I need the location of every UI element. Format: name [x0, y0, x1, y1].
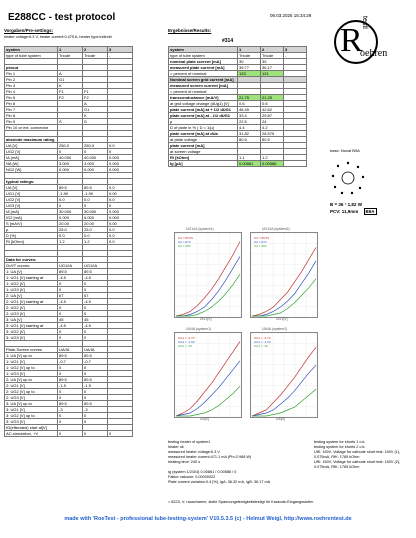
table-cell: Triode: [83, 53, 108, 59]
table-cell: Triode: [261, 53, 284, 59]
table-cell: 67: [83, 293, 108, 299]
table-cell: 0.00: [108, 221, 133, 227]
table-cell: 4.4: [238, 125, 261, 131]
table-cell: 89.5: [58, 377, 83, 383]
table-cell: system: [5, 47, 58, 53]
table-cell: 0: [83, 149, 108, 155]
table-cell: 0.000: [108, 215, 133, 221]
table-cell: Nominal screen grid current [mA]: [169, 77, 238, 83]
table-cell: -: [108, 53, 133, 59]
table-cell: 0: [58, 431, 83, 437]
table-cell: 0.0: [108, 227, 133, 233]
table-cell: -0.7: [83, 359, 108, 365]
table-cell: 2: UG2 [V]: [5, 305, 58, 311]
table-cell: 0.000: [83, 167, 108, 173]
table-cell: 2: UG2 [V] up to: [5, 389, 58, 395]
table-cell: 0.0: [58, 197, 83, 203]
table-cell: 0: [58, 365, 83, 371]
table-cell: 0: [58, 203, 83, 209]
table-cell: 20.00: [83, 221, 108, 227]
table-cell: 1.2: [83, 239, 108, 245]
table-cell: measured plate current [mA]: [169, 65, 238, 71]
table-cell: typical ratings:: [5, 179, 58, 185]
table-cell: 0.0: [108, 233, 133, 239]
legend-entry: UA = 67V: [254, 240, 267, 244]
table-cell: fG(efferated) start at[V]: [5, 425, 58, 431]
note-line: heating time: 240 s: [168, 460, 201, 464]
note-line: Faktor vakuum: 0.00000022: [168, 475, 216, 479]
table-cell: nominal plate current [mA]: [169, 59, 238, 65]
table-cell: 2: UG1 [V]: [5, 383, 58, 389]
results-label: Ergebnisse/Results:: [168, 28, 212, 33]
note-line: UfK: 150V, Voltage for cathode short test: 150V (2),: [314, 460, 401, 464]
table-cell: K: [83, 113, 108, 119]
table-cell: G1: [58, 77, 83, 83]
table-cell: 89.5: [83, 377, 108, 383]
table-cell: 3: UG3 [V]: [5, 419, 58, 425]
note-line: testing system for shorts 1 o.k.: [314, 440, 366, 444]
table-cell: Pin 1: [5, 71, 58, 77]
legend-entry: UA = 67V: [178, 240, 191, 244]
table-cell: 3: [284, 47, 307, 53]
table-cell: AC-simulation, +V: [5, 431, 58, 437]
footer-credit[interactable]: made with 'RoeTest - professional tube-testing-system' V10.5.3.5 (c) - Helmut Weigl, http://www.roehrentest.de: [64, 516, 352, 522]
table-cell: 24: [261, 119, 284, 125]
table-cell: 1.2: [58, 239, 83, 245]
table-cell: 33.4: [238, 113, 261, 119]
table-cell: 0.0: [58, 233, 83, 239]
plot-title: UG1/IA (system1): [186, 227, 214, 231]
table-cell: -4.5: [83, 323, 108, 329]
legend-entry: UA = 45V: [178, 244, 191, 248]
table-cell: 0.0: [108, 143, 133, 149]
table-cell: Plate-Screen curves: [5, 347, 58, 353]
table-cell: 3: UG1 [V]: [5, 407, 58, 413]
table-cell: 22.5: [238, 119, 261, 125]
presettings-label: Vorgaben/Pre-settings:: [4, 28, 54, 33]
table-cell: 0.0: [83, 233, 108, 239]
table-cell: Triode: [238, 53, 261, 59]
note-line: testing system for shorts 2 o.k.: [314, 445, 366, 449]
table-cell: 2: [261, 47, 284, 53]
table-cell: 89.5: [83, 353, 108, 359]
table-cell: 80.5: [238, 137, 261, 143]
table-cell: 29.87: [261, 113, 284, 119]
table-cell: plate current [mA] at dUa: [169, 131, 238, 137]
base-tag: B9A: [365, 209, 375, 214]
table-cell: 1: UG1 [V] starting at: [5, 275, 58, 281]
table-cell: at grid voltage change (dUg1) [V]: [169, 101, 238, 107]
tube-id: #314: [222, 38, 234, 44]
table-cell: 1: UG1 [V]: [5, 359, 58, 365]
table-cell: 0.0: [108, 185, 133, 191]
pcv-line2: PCV: 11,9mm B9A: [330, 209, 375, 214]
presettings-text: heater voltage:6.3 V, heater current:0.475 A, heater type:indirekt: [4, 35, 112, 39]
table-cell: 0: [83, 203, 108, 209]
timestamp: 06.03.2025 15:34:29: [270, 13, 312, 18]
settings-table: [4, 46, 133, 437]
table-cell: 0.000: [108, 167, 133, 173]
table-cell: Pin 9: [5, 119, 58, 125]
table-cell: 0: [83, 329, 108, 335]
table-cell: 0.00: [108, 191, 133, 197]
table-cell: 4.2: [261, 125, 284, 131]
table-cell: Ri [kOhm]: [5, 239, 58, 245]
table-cell: Pin 8: [5, 113, 58, 119]
note-line: Plate current variation:0.4 [%], IgA: 36.32 mA, IgB: 36.17 mA: [168, 480, 271, 484]
page-title: E288CC - test protocol: [8, 12, 116, 23]
table-row: [5, 431, 133, 437]
table-cell: 31.82: [238, 131, 261, 137]
curve-plot: [250, 232, 318, 318]
table-cell: UA [V]: [5, 185, 58, 191]
pcv-line1: B = 36 ° 1,82 W: [330, 202, 362, 207]
table-cell: 3: UA [V]: [5, 317, 58, 323]
table-cell: 3: UG1 [V] starting at: [5, 323, 58, 329]
table-cell: 3: [108, 47, 133, 53]
table-cell: NA [W]: [5, 161, 58, 167]
table-cell: Ri [kOhm]: [169, 155, 238, 161]
table-cell: 2: [83, 47, 108, 53]
table-cell: 0: [83, 431, 108, 437]
table-cell: UG3 [V]: [5, 203, 58, 209]
table-cell: -4.5: [83, 275, 108, 281]
curve-plot: [174, 232, 242, 318]
table-cell: 133: [238, 71, 261, 77]
table-cell: [284, 161, 307, 167]
table-cell: UG1 [V]: [5, 191, 58, 197]
table-cell: A: [58, 71, 83, 77]
table-cell: 0: [83, 281, 108, 287]
table-cell: 0: [83, 287, 108, 293]
table-cell: 39.77: [238, 65, 261, 71]
table-cell: 0: [58, 389, 83, 395]
table-cell: UG2 [V]: [5, 197, 58, 203]
table-cell: 0.6: [261, 101, 284, 107]
table-cell: -4.5: [83, 299, 108, 305]
table-cell: 0.00861: [238, 161, 261, 167]
table-cell: 89.5: [83, 269, 108, 275]
table-cell: 0: [58, 287, 83, 293]
table-cell: 2: UG3 [V]: [5, 395, 58, 401]
table-cell: 0: [83, 389, 108, 395]
table-cell: IA [mA]: [5, 209, 58, 215]
results-table: [168, 46, 307, 167]
table-cell: Ig [µA]: [169, 161, 238, 167]
curve-plot: [250, 332, 318, 418]
table-cell: 3.000: [83, 161, 108, 167]
table-cell: UA/IA: [58, 347, 83, 353]
table-cell: 40.000: [58, 155, 83, 161]
roehrentest-logo: R oehren testl: [332, 14, 394, 70]
test-notes-left: [168, 440, 270, 485]
table-cell: 45: [58, 317, 83, 323]
table-cell: 0: [58, 329, 83, 335]
table-cell: IG2 [mA]: [5, 215, 58, 221]
table-cell: 46.45: [238, 107, 261, 113]
table-cell: -4.5: [58, 275, 83, 281]
table-cell: Pin 2: [5, 77, 58, 83]
table-cell: 67: [58, 293, 83, 299]
table-cell: 28.575: [261, 131, 284, 137]
plot-title: UA/IA (system2): [262, 327, 288, 331]
x-axis-label: UA[V]: [200, 417, 210, 421]
table-cell: S: [58, 119, 83, 125]
table-cell: K: [58, 83, 83, 89]
table-cell: Pin 5: [5, 95, 58, 101]
table-cell: 0.000: [108, 161, 133, 167]
table-cell: D [%]: [5, 233, 58, 239]
table-cell: 1: UG3 [V]: [5, 371, 58, 377]
table-cell: 0: [58, 419, 83, 425]
table-cell: 0.6: [238, 101, 261, 107]
table-cell: plate current [mA] at + 1/2 dUG1: [169, 107, 238, 113]
table-cell: type of tube system: [5, 53, 58, 59]
table-cell: 0: [83, 365, 108, 371]
note-line: heater ok: [168, 445, 184, 449]
table-cell: at plate voltage: [169, 137, 238, 143]
table-cell: 0.000: [58, 167, 83, 173]
table-cell: 0: [83, 419, 108, 425]
table-cell: 0: [83, 413, 108, 419]
table-cell: Pin 6: [5, 101, 58, 107]
curve-plot: [174, 332, 242, 418]
table-cell: S [mA/V]: [5, 221, 58, 227]
plot-title: UA/IA (system1): [186, 327, 212, 331]
x-axis-label: UG1[V]: [200, 317, 212, 321]
table-cell: F1: [83, 89, 108, 95]
plot-title: UG1/IA (system2): [262, 227, 290, 231]
table-cell: pinout: [5, 65, 58, 71]
table-cell: 40.000: [83, 155, 108, 161]
table-cell: 0: [108, 149, 133, 155]
table-cell: 21.25: [261, 95, 284, 101]
table-cell: 2: UG1 [V] starting at: [5, 299, 58, 305]
table-cell: 0: [108, 431, 133, 437]
table-cell: transconductance [mA/V]: [169, 95, 238, 101]
table-cell: 0.000: [83, 215, 108, 221]
table-cell: 25.0: [58, 227, 83, 233]
table-cell: 0: [83, 371, 108, 377]
table-cell: 89.5: [83, 401, 108, 407]
table-cell: Triode: [58, 53, 83, 59]
table-cell: = percent of nominal: [169, 71, 238, 77]
legend-entry: UA = 89.5V: [254, 236, 270, 240]
table-cell: 0: [83, 335, 108, 341]
table-cell: 0: [58, 335, 83, 341]
x-axis-label: UA[V]: [276, 417, 286, 421]
table-cell: 0.000: [108, 155, 133, 161]
table-cell: measured screen current [mA]: [169, 83, 238, 89]
table-cell: Pin 3: [5, 83, 58, 89]
test-notes-right: [314, 440, 400, 470]
table-cell: -1.5: [83, 383, 108, 389]
table-cell: -0.7: [58, 359, 83, 365]
table-cell: 0: [58, 149, 83, 155]
table-cell: 250.0: [83, 143, 108, 149]
table-cell: 20.00: [58, 221, 83, 227]
table-cell: 45: [83, 317, 108, 323]
table-cell: Pin 10 or ext. connector: [5, 125, 58, 131]
table-cell: 89.5: [83, 185, 108, 191]
table-cell: D of plate in % ( D = 1/µ): [169, 125, 238, 131]
table-cell: 3.000: [58, 161, 83, 167]
footnote: = 8223, V: rauscharme, stelle Spannungsfestigkeitsfestigt für Kaskode-Eingangsstufen: [168, 500, 314, 504]
table-cell: 0: [58, 305, 83, 311]
note-line: measured heater current:471.1 mA (Ph=2.968 W): [168, 455, 252, 459]
table-cell: S: [83, 119, 108, 125]
table-cell: 0: [83, 395, 108, 401]
table-cell: type of tube system: [169, 53, 238, 59]
note-line: measured heater voltage:6.3 V: [168, 450, 220, 454]
legend-entry: UG1 = -1.5V: [254, 340, 271, 344]
table-cell: at screen voltage: [169, 149, 238, 155]
table-cell: NG2 [W]: [5, 167, 58, 173]
table-cell: 25.0: [83, 227, 108, 233]
table-cell: 89.5: [58, 269, 83, 275]
table-cell: -3: [83, 407, 108, 413]
table-cell: 0: [83, 311, 108, 317]
note-line: Ig (system 1/2/3/4) 0.00861 / 0.00586 / 0: [168, 470, 237, 474]
table-cell: 42.62: [261, 107, 284, 113]
table-cell: 0.0: [108, 197, 133, 203]
table-cell: 2: UA [V]: [5, 293, 58, 299]
table-cell: 0: [58, 413, 83, 419]
table-cell: 0: [83, 305, 108, 311]
table-cell: 121: [261, 71, 284, 77]
table-cell: Data for curves:: [5, 257, 58, 263]
table-cell: UG1/IA: [83, 263, 108, 269]
legend-entry: UG1 = -0.7V: [254, 336, 271, 340]
table-cell: 2: UG3 [V]: [5, 311, 58, 317]
table-cell: F2: [58, 95, 83, 101]
table-cell: = percent of nominal: [169, 89, 238, 95]
table-cell: µ: [5, 227, 58, 233]
table-cell: UA/IA: [83, 347, 108, 353]
table-cell: 0: [58, 395, 83, 401]
table-cell: 1: [238, 47, 261, 53]
table-cell: 2: UA [V] up to: [5, 377, 58, 383]
table-cell: -3: [58, 407, 83, 413]
table-cell: F2: [83, 95, 108, 101]
table-cell: 1: UG2 [V]: [5, 281, 58, 287]
table-cell: µ: [169, 119, 238, 125]
legend-entry: UG1 = -0.7V: [178, 336, 195, 340]
table-cell: Pin 7: [5, 107, 58, 113]
table-cell: UG2 [V]: [5, 149, 58, 155]
legend-entry: UA = 89.5V: [178, 236, 194, 240]
table-cell: UG1/IA: [58, 263, 83, 269]
table-cell: plate current [mA]: [169, 143, 238, 149]
table-cell: 21.75: [238, 95, 261, 101]
table-cell: 0.000: [108, 209, 133, 215]
table-cell: -: [284, 53, 307, 59]
note-line: testing heater of system1: [168, 440, 211, 444]
table-cell: 80.5: [261, 137, 284, 143]
table-cell: 0: [108, 203, 133, 209]
table-cell: 3: UG3 [V]: [5, 335, 58, 341]
table-cell: 1: UA [V]: [5, 269, 58, 275]
legend-entry: UG1 = -1.5V: [178, 340, 195, 344]
table-cell: 1.1: [238, 155, 261, 161]
table-cell: 30.000: [83, 209, 108, 215]
table-row: [169, 161, 307, 167]
table-cell: 1: [58, 47, 83, 53]
table-cell: 1.2: [261, 155, 284, 161]
table-cell: -1.5: [58, 383, 83, 389]
table-cell: 0: [58, 311, 83, 317]
table-cell: 0.00586: [261, 161, 284, 167]
legend-entry: UG1 = -3V: [254, 344, 269, 348]
table-cell: 3: UA [V] up to: [5, 401, 58, 407]
table-cell: 0.0: [108, 239, 133, 245]
table-cell: IA [mA]: [5, 155, 58, 161]
table-cell: 30.000: [58, 209, 83, 215]
table-cell: 1: UG2 [V] up to: [5, 365, 58, 371]
table-cell: -4.5: [58, 323, 83, 329]
table-cell: -4.5: [58, 299, 83, 305]
table-cell: UA [V]: [5, 143, 58, 149]
table-cell: 0: [58, 371, 83, 377]
table-cell: 250.0: [58, 143, 83, 149]
table-cell: 1: UG3 [V]: [5, 287, 58, 293]
table-cell: 0: [58, 281, 83, 287]
table-cell: G1: [83, 107, 108, 113]
table-cell: F1: [58, 89, 83, 95]
table-cell: 0.0: [83, 197, 108, 203]
table-cell: -1.90: [58, 191, 83, 197]
table-cell: 3: UG2 [V] up to: [5, 413, 58, 419]
table-cell: absolute maximum rating: [5, 137, 58, 143]
table-cell: 36.17: [261, 65, 284, 71]
table-cell: -1.90: [83, 191, 108, 197]
table-cell: Pin 4: [5, 89, 58, 95]
table-cell: plate current [mA] at - 1/2 dUG1: [169, 113, 238, 119]
socket-diagram-icon: [328, 158, 368, 198]
table-cell: 89.5: [58, 401, 83, 407]
note-line: UfK: 150V, Voltage for cathode short test: 150V (1),: [314, 450, 401, 454]
table-cell: 89.5: [58, 185, 83, 191]
legend-entry: UG1 = -3V: [178, 344, 193, 348]
table-cell: 3: UG2 [V]: [5, 329, 58, 335]
legend-entry: UA = 45V: [254, 244, 267, 248]
table-cell: 0.000: [58, 215, 83, 221]
table-cell: 89.5: [58, 353, 83, 359]
table-cell: Gr/I/T curves:: [5, 263, 58, 269]
table-cell: A: [83, 101, 108, 107]
x-axis-label: UG1[V]: [276, 317, 288, 321]
table-cell: 1: UA [V] up to: [5, 353, 58, 359]
base-label: base: Noval B9A: [330, 148, 360, 153]
table-cell: 30: [261, 59, 284, 65]
note-line: 0.075mA, RfK: 1765 kOhm: [314, 455, 360, 459]
table-cell: system: [169, 47, 238, 53]
table-cell: 30: [238, 59, 261, 65]
note-line: 0.075mA, RfK: 1765 kOhm: [314, 465, 360, 469]
